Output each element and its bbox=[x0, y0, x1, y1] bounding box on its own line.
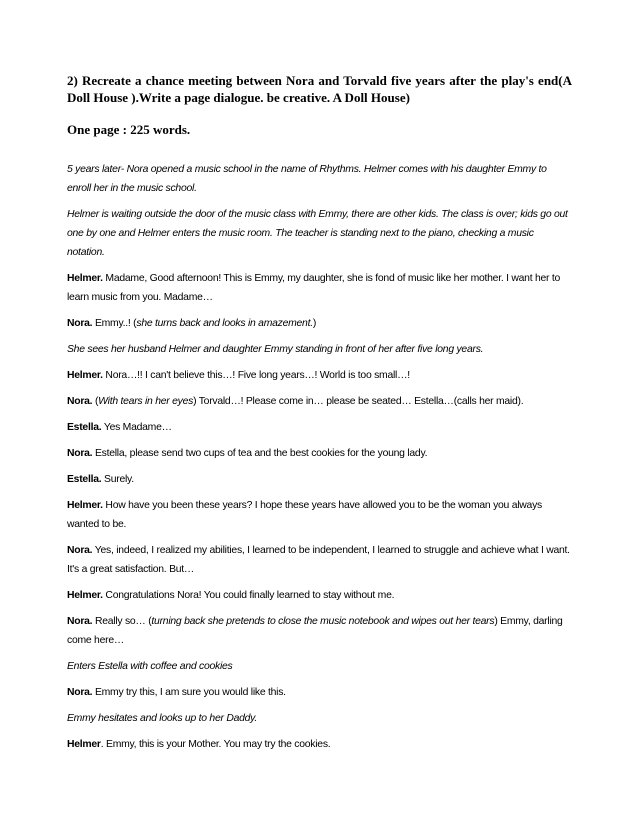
speaker-name: Helmer. bbox=[67, 590, 103, 601]
dialogue-line bbox=[67, 612, 572, 650]
dialogue-line bbox=[67, 470, 572, 489]
dialogue-text: Congratulations Nora! You could finally learned to stay without me. bbox=[102, 590, 395, 601]
dialogue-line bbox=[67, 444, 572, 463]
stage-direction-text: She sees her husband Helmer and daughter Emmy standing in front of her after five long years. bbox=[67, 344, 484, 355]
inline-stage-direction: turning back she pretends to close the music notebook and wipes out her tears bbox=[151, 616, 495, 627]
speaker-name: Estella. bbox=[67, 474, 102, 485]
inline-stage-direction: With tears in her eyes bbox=[98, 396, 194, 407]
stage-direction-text: Enters Estella with coffee and cookies bbox=[67, 661, 233, 672]
word-count-requirement: One page : 225 words. bbox=[67, 122, 191, 137]
dialogue-text: ( bbox=[92, 396, 99, 407]
dialogue-line bbox=[67, 392, 572, 411]
dialogue-line bbox=[67, 541, 572, 579]
speaker-name: Helmer. bbox=[67, 370, 103, 381]
dialogue-text: Yes, indeed, I realized my abilities, I learned to be independent, I learned to struggle and achieve what I want. It's a great satisfaction. But… bbox=[67, 545, 570, 575]
assignment-question: 2) Recreate a chance meeting between Nora and Torvald five years after the play's end(A Doll House ).Write a page dialogue. be creative. A Doll House) bbox=[67, 73, 572, 105]
dialogue-text: . Emmy, this is your Mother. You may try the cookies. bbox=[100, 739, 331, 750]
speaker-name: Nora. bbox=[67, 687, 93, 698]
dialogue-line bbox=[67, 496, 572, 534]
stage-direction-text: Emmy hesitates and looks up to her Daddy. bbox=[67, 713, 257, 724]
stage-direction-paragraph bbox=[67, 657, 572, 676]
dialogue-line bbox=[67, 683, 572, 702]
dialogue-line bbox=[67, 586, 572, 605]
dialogue-text: ) bbox=[312, 318, 317, 329]
dialogue-text: Surely. bbox=[101, 474, 134, 485]
dialogue-line bbox=[67, 269, 572, 307]
speaker-name: Nora. bbox=[67, 448, 93, 459]
document-page bbox=[67, 72, 572, 761]
dialogue-text: Madame, Good afternoon! This is Emmy, my daughter, she is fond of music like her mother. I want her to learn music from you. Madame… bbox=[67, 273, 561, 303]
dialogue-text: Really so… ( bbox=[92, 616, 152, 627]
dialogue-line bbox=[67, 366, 572, 385]
dialogue-line bbox=[67, 418, 572, 437]
dialogue-text: Nora…!! I can't believe this…! Five long years…! World is too small…! bbox=[102, 370, 410, 381]
dialogue-text: Yes Madame… bbox=[101, 422, 172, 433]
speaker-name: Nora. bbox=[67, 318, 93, 329]
stage-direction-text: 5 years later- Nora opened a music school in the name of Rhythms. Helmer comes with his daughter Emmy to enroll her in the music school. bbox=[67, 164, 547, 194]
dialogue-text: Emmy..! ( bbox=[92, 318, 137, 329]
dialogue-text: Estella, please send two cups of tea and the best cookies for the young lady. bbox=[92, 448, 428, 459]
stage-direction-paragraph bbox=[67, 205, 572, 262]
speaker-name: Nora. bbox=[67, 396, 93, 407]
stage-direction-text: Helmer is waiting outside the door of the music class with Emmy, there are other kids. The class is over; kids go out one by one and Helmer enters the music room. The teacher is standing next to the piano, checking a music notation. bbox=[67, 209, 568, 258]
inline-stage-direction: she turns back and looks in amazement. bbox=[136, 318, 313, 329]
dialogue-line bbox=[67, 314, 572, 333]
speaker-name: Nora. bbox=[67, 545, 93, 556]
speaker-name: Estella. bbox=[67, 422, 102, 433]
speaker-name: Helmer. bbox=[67, 273, 103, 284]
stage-direction-paragraph bbox=[67, 709, 572, 728]
stage-direction-paragraph bbox=[67, 340, 572, 359]
dialogue-text: ) Emmy, darling come here… bbox=[67, 616, 563, 646]
dialogue-text: ) Torvald…! Please come in… please be seated… Estella…(calls her maid). bbox=[193, 396, 524, 407]
speaker-name: Nora. bbox=[67, 616, 93, 627]
stage-direction-paragraph bbox=[67, 160, 572, 198]
dialogue-body bbox=[67, 160, 572, 754]
dialogue-line bbox=[67, 735, 572, 754]
speaker-name: Helmer. bbox=[67, 500, 103, 511]
dialogue-text: How have you been these years? I hope these years have allowed you to be the woman you always wanted to be. bbox=[67, 500, 542, 530]
dialogue-text: Emmy try this, I am sure you would like this. bbox=[92, 687, 286, 698]
speaker-name: Helmer bbox=[67, 739, 101, 750]
